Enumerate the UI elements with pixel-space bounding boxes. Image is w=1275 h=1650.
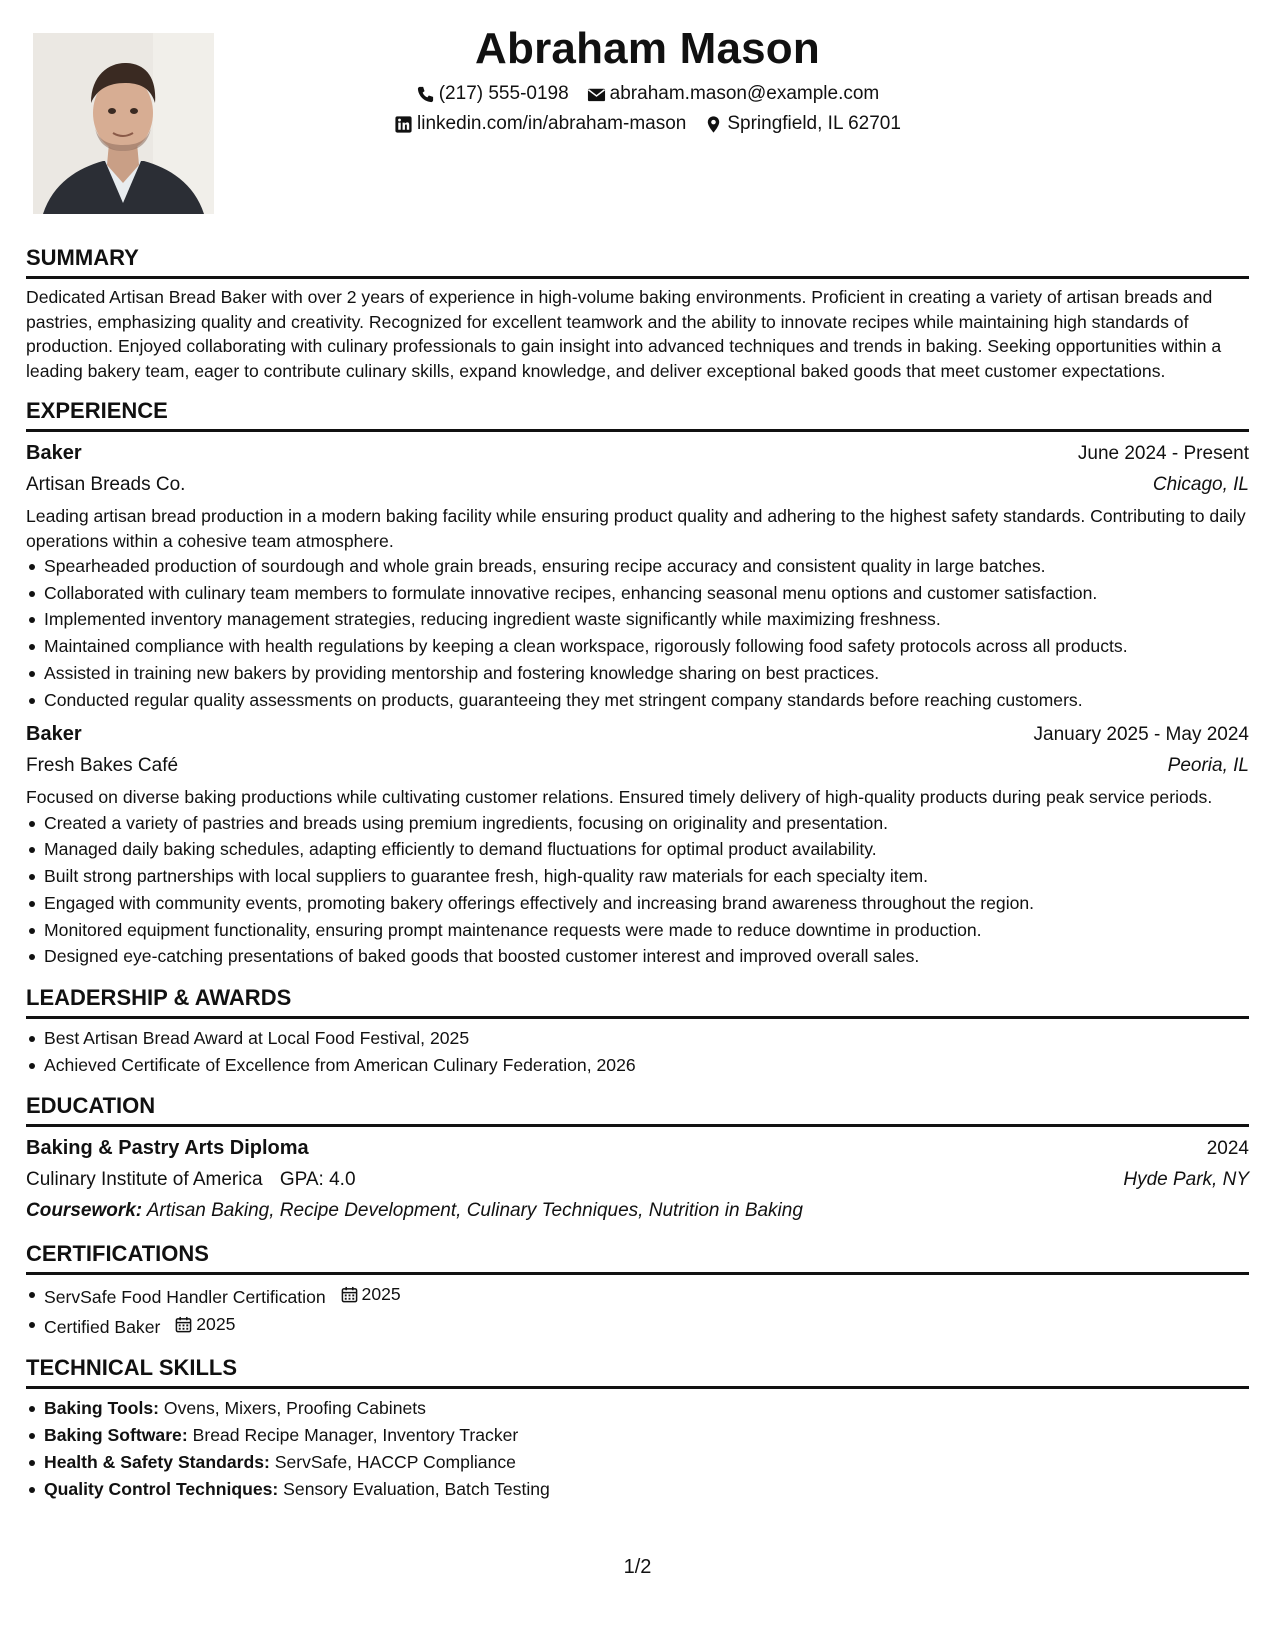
coursework xyxy=(26,1195,1249,1226)
list-item xyxy=(44,1422,1249,1449)
list-item: Collaborated with culinary team members to formulate innovative recipes, enhancing seasonal menu options and customer satisfaction. xyxy=(44,580,1249,607)
school-location: Hyde Park, NY xyxy=(1123,1169,1249,1191)
list-item: Maintained compliance with health regulations by keeping a clean workspace, rigorously following food safety protocols across all products. xyxy=(44,633,1249,660)
calendar-icon xyxy=(175,1316,192,1333)
phone-number: (217) 555-0198 xyxy=(438,83,569,104)
certification-list xyxy=(26,1281,1249,1340)
email-contact[interactable] xyxy=(587,80,880,108)
phone-contact xyxy=(416,80,569,108)
candidate-name: Abraham Mason xyxy=(475,24,820,73)
person-portrait-icon xyxy=(33,33,214,214)
coursework-list: Artisan Baking, Recipe Development, Culinary Techniques, Nutrition in Baking xyxy=(146,1200,803,1222)
section-title-education: EDUCATION xyxy=(26,1093,156,1119)
job-bullets xyxy=(26,810,1249,970)
summary-text: Dedicated Artisan Bread Baker with over 2 years of experience in high-volume baking environments. Proficient in creating a variety of artisan breads and pastries, emphasizing quality and creativity. Recognized for excellent teamwork and the ability to innovate recipes while maintaining high standards of production. Enjoyed collaborating with culinary professionals to gain insight into advanced techniques and trends in baking. Seeking opportunities within a leading bakery team, eager to contribute culinary skills, expand knowledge, and deliver exceptional baked goods that meet customer expectations. xyxy=(26,287,1222,381)
section-title-skills: TECHNICAL SKILLS xyxy=(26,1355,238,1381)
calendar-icon xyxy=(341,1286,358,1303)
list-item: Created a variety of pastries and breads using premium ingredients, focusing on originality and presentation. xyxy=(44,810,1249,837)
list-item: Spearheaded production of sourdough and whole grain breads, ensuring recipe accuracy and consistent quality in large batches. xyxy=(44,553,1249,580)
summary-section xyxy=(26,244,1249,383)
leadership-section xyxy=(26,984,1249,1078)
section-divider xyxy=(26,1386,1249,1389)
linkedin-icon xyxy=(394,115,413,134)
linkedin-contact[interactable] xyxy=(394,110,686,138)
experience-entry xyxy=(26,719,1249,970)
section-title-certifications: CERTIFICATIONS xyxy=(26,1241,209,1267)
list-item: Best Artisan Bread Award at Local Food Festival, 2025 xyxy=(44,1025,1249,1052)
list-item xyxy=(44,1395,1249,1422)
skill-value: ServSafe, HACCP Compliance xyxy=(274,1451,516,1472)
certification-name: ServSafe Food Handler Certification xyxy=(44,1287,326,1308)
location-contact xyxy=(704,110,901,138)
resume-body xyxy=(26,244,1249,1516)
page-number: 1/2 xyxy=(623,1556,652,1578)
skill-label: Baking Software: xyxy=(44,1425,188,1446)
skill-label: Quality Control Techniques: xyxy=(44,1478,279,1499)
certification-year: 2025 xyxy=(361,1284,401,1305)
section-title-summary: SUMMARY xyxy=(26,245,139,270)
list-item: Implemented inventory management strategies, reducing ingredient waste significantly while maximizing freshness. xyxy=(44,606,1249,633)
job-role: Baker xyxy=(26,723,82,746)
map-pin-icon xyxy=(704,115,723,134)
email-address[interactable]: abraham.mason@example.com xyxy=(609,83,880,104)
section-title-leadership: LEADERSHIP & AWARDS xyxy=(26,984,292,1010)
experience-section xyxy=(26,397,1249,970)
contact-row-2 xyxy=(220,110,1075,138)
skill-label: Health & Safety Standards: xyxy=(44,1451,270,1472)
envelope-icon xyxy=(587,85,606,104)
list-item xyxy=(44,1311,1249,1341)
skills-list xyxy=(26,1395,1249,1502)
gpa: GPA: 4.0 xyxy=(279,1169,356,1191)
graduation-year: 2024 xyxy=(1206,1138,1249,1160)
phone-icon xyxy=(416,85,435,104)
coursework-label: Coursework: xyxy=(26,1200,143,1222)
section-divider xyxy=(26,1124,1249,1127)
skill-value: Bread Recipe Manager, Inventory Tracker xyxy=(192,1425,519,1446)
certification-name: Certified Baker xyxy=(44,1316,161,1337)
location-text: Springfield, IL 62701 xyxy=(727,113,901,134)
list-item: Assisted in training new bakers by providing mentorship and fostering knowledge sharing on best practices. xyxy=(44,660,1249,687)
list-item xyxy=(44,1449,1249,1476)
list-item: Conducted regular quality assessments on products, guaranteeing they met stringent company standards before reaching customers. xyxy=(44,687,1249,714)
certifications-section xyxy=(26,1240,1249,1340)
education-section xyxy=(26,1092,1249,1226)
job-bullets xyxy=(26,553,1249,713)
skill-value: Ovens, Mixers, Proofing Cabinets xyxy=(163,1398,426,1419)
experience-entry xyxy=(26,438,1249,713)
skill-label: Baking Tools: xyxy=(44,1398,160,1419)
resume-header xyxy=(220,20,1075,138)
skill-value: Sensory Evaluation, Batch Testing xyxy=(283,1478,550,1499)
job-description: Focused on diverse baking productions while cultivating customer relations. Ensured timely delivery of high-quality products during peak service periods. xyxy=(26,787,1213,808)
section-divider xyxy=(26,276,1249,279)
list-item: Designed eye-catching presentations of baked goods that boosted customer interest and improved overall sales. xyxy=(44,943,1249,970)
section-title-experience: EXPERIENCE xyxy=(26,398,168,423)
job-dates: January 2025 - May 2024 xyxy=(1033,724,1249,746)
list-item: Monitored equipment functionality, ensuring prompt maintenance requests were made to reduce downtime in production. xyxy=(44,917,1249,944)
job-description: Leading artisan bread production in a modern baking facility while ensuring product quality and adhering to the highest safety standards. Contributing to daily operations within a cohesive team atmosphere. xyxy=(26,506,1246,551)
skills-section xyxy=(26,1354,1249,1502)
job-role: Baker xyxy=(26,442,82,464)
profile-photo xyxy=(33,33,214,214)
contact-row-1 xyxy=(220,80,1075,108)
list-item xyxy=(44,1476,1249,1503)
section-divider xyxy=(26,1016,1249,1019)
degree-name: Baking & Pastry Arts Diploma xyxy=(26,1137,309,1160)
list-item: Managed daily baking schedules, adapting efficiently to demand fluctuations for optimal product availability. xyxy=(44,836,1249,863)
award-list xyxy=(26,1025,1249,1078)
job-location: Peoria, IL xyxy=(1167,755,1249,777)
list-item xyxy=(44,1281,1249,1311)
section-divider xyxy=(26,1272,1249,1275)
linkedin-url[interactable]: linkedin.com/in/abraham-mason xyxy=(417,113,687,134)
certification-year: 2025 xyxy=(196,1313,236,1334)
job-company: Fresh Bakes Café xyxy=(26,755,179,777)
list-item: Built strong partnerships with local suppliers to guarantee fresh, high-quality raw materials for each specialty item. xyxy=(44,863,1249,890)
school-name: Culinary Institute of America xyxy=(26,1169,263,1191)
list-item: Engaged with community events, promoting bakery offerings effectively and increasing brand awareness throughout the region. xyxy=(44,890,1249,917)
list-item: Achieved Certificate of Excellence from American Culinary Federation, 2026 xyxy=(44,1052,1249,1079)
job-company: Artisan Breads Co. xyxy=(26,474,186,495)
section-divider xyxy=(26,429,1249,432)
job-location: Chicago, IL xyxy=(1152,474,1249,495)
job-dates: June 2024 - Present xyxy=(1077,443,1249,464)
